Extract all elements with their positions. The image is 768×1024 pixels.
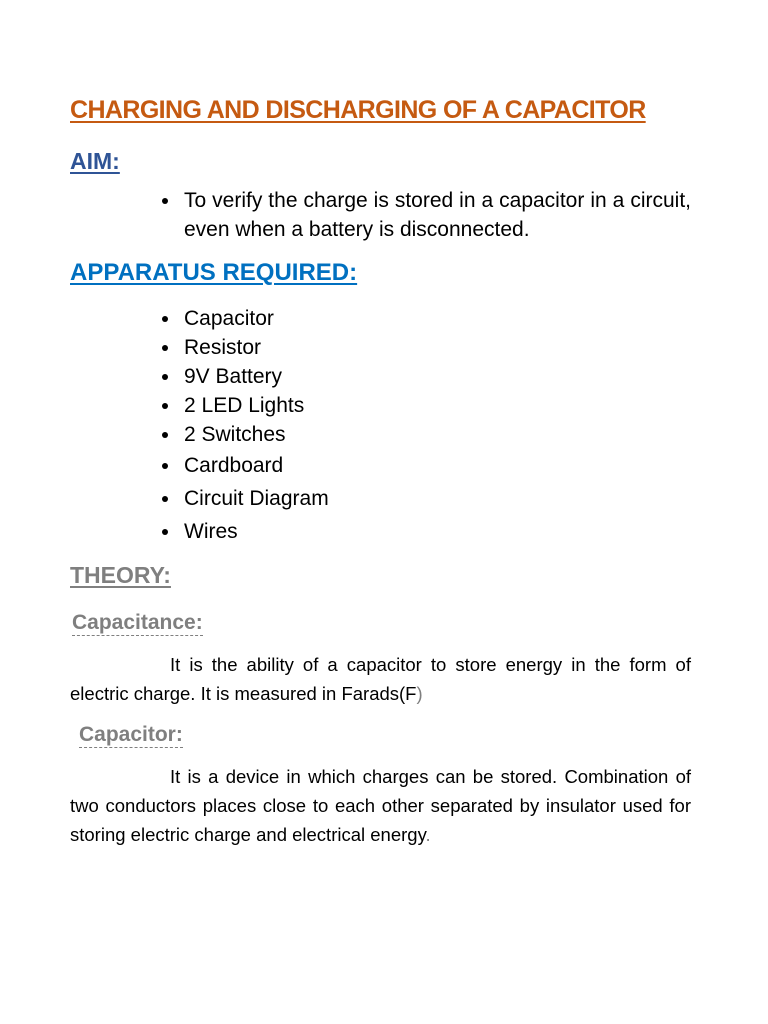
capacitance-heading: Capacitance:: [72, 611, 203, 634]
capacitance-paragraph: [70, 650, 691, 708]
bullet-icon: [162, 496, 168, 502]
bullet-icon: [162, 529, 168, 535]
aim-item-text: To verify the charge is stored in a capacitor in a circuit, even when a battery is disconnected.: [184, 189, 691, 241]
apparatus-item-text: Wires: [184, 520, 238, 543]
capacitor-text: It is a device in which charges can be stored. Combination of two conductors places close to each other separated by insulator used for storing electric charge and electrical energy: [70, 766, 691, 845]
list-item: [184, 420, 329, 449]
list-item: [184, 186, 691, 244]
list-item: [184, 333, 329, 362]
bullet-icon: [162, 403, 168, 409]
capacitor-heading: Capacitor:: [79, 723, 183, 746]
bullet-icon: [162, 316, 168, 322]
bullet-icon: [162, 432, 168, 438]
theory-heading: THEORY:: [70, 562, 171, 588]
apparatus-item-text: 9V Battery: [184, 365, 283, 388]
capacitor-paragraph: [70, 762, 691, 849]
apparatus-item-text: Capacitor: [184, 307, 274, 330]
apparatus-item-text: Circuit Diagram: [184, 487, 329, 510]
capacitor-end: .: [425, 824, 431, 845]
apparatus-item-text: 2 LED Lights: [184, 394, 305, 417]
list-item: [184, 391, 329, 420]
list-item: [184, 304, 329, 333]
document-title: CHARGING AND DISCHARGING OF A CAPACITOR: [70, 96, 646, 124]
list-item: [184, 449, 329, 482]
capacitance-text: It is the ability of a capacitor to store energy in the form of electric charge. It is measured in Farads(F: [70, 654, 691, 704]
capacitance-close: ): [416, 683, 423, 704]
apparatus-item-text: Resistor: [184, 336, 262, 359]
apparatus-item-text: 2 Switches: [184, 423, 286, 446]
aim-heading: AIM:: [70, 148, 120, 174]
list-item: [184, 515, 329, 548]
apparatus-item-text: Cardboard: [184, 454, 284, 477]
bullet-icon: [162, 463, 168, 469]
apparatus-heading: APPARATUS REQUIRED:: [70, 259, 358, 286]
aim-list: [184, 186, 691, 244]
list-item: [184, 482, 329, 515]
apparatus-list: [184, 304, 329, 548]
list-item: [184, 362, 329, 391]
bullet-icon: [162, 198, 168, 204]
bullet-icon: [162, 374, 168, 380]
bullet-icon: [162, 345, 168, 351]
